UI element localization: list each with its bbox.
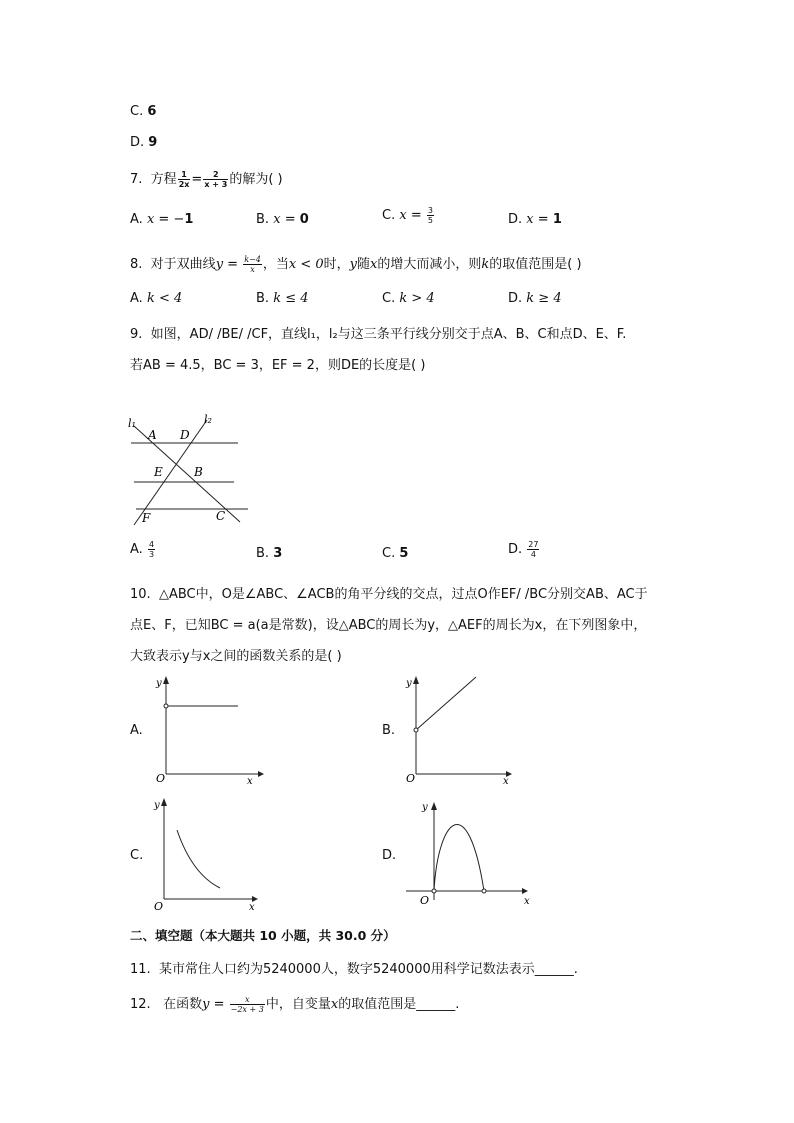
fraction-denominator: 3 [148, 550, 155, 559]
option-letter: A. [130, 291, 143, 306]
graph-curve [177, 830, 220, 888]
fraction [527, 540, 539, 559]
question-number: 8. [130, 257, 143, 272]
option-letter: C. [130, 104, 148, 119]
question-number: 11. [130, 962, 151, 977]
stem-end: . [573, 962, 578, 977]
y-arrow-icon [431, 802, 437, 810]
fraction [427, 206, 434, 225]
option-value: 1 [552, 212, 562, 227]
stem-var: y [215, 257, 224, 272]
q9-option-a [130, 540, 156, 559]
q9-option-c [382, 546, 408, 561]
origin-label: O [406, 772, 416, 785]
option-rel: = − [158, 212, 185, 227]
option-var: x [399, 208, 407, 223]
graph-curve [434, 825, 484, 891]
option-expr: k ≤ 4 [273, 291, 309, 306]
option-value: 3 [273, 546, 283, 561]
stem-text: 的解为( ) [229, 172, 283, 187]
y-label: y [156, 678, 162, 689]
answer-blank: ______ [534, 962, 574, 977]
stem-text: 方程 [150, 172, 177, 187]
fraction-denominator: x + 3 [204, 180, 228, 189]
stem-text: 随 [357, 257, 371, 272]
open-point [164, 704, 168, 708]
y-label: y [154, 800, 160, 811]
graph-d [402, 796, 538, 911]
q7-option-b [256, 212, 309, 227]
graph-a [150, 674, 270, 789]
graph-b [402, 674, 522, 789]
stem-condition: x < 0 [288, 257, 324, 272]
question-10-line2 [130, 614, 646, 633]
fraction [243, 255, 262, 274]
stem-end: . [455, 997, 460, 1012]
option-expr: k > 4 [399, 291, 435, 306]
q7-option-a [130, 212, 193, 227]
q7-option-d [508, 212, 562, 227]
graph-c [150, 796, 270, 914]
y-arrow-icon [163, 676, 169, 684]
stem-text: 大致表示y与x之间的函数关系的是( ) [130, 649, 342, 664]
stem-text: 的增大而减小，则 [377, 257, 482, 272]
fraction-numerator: 4 [148, 540, 155, 549]
question-8-stem [130, 253, 582, 274]
option-expr: k < 4 [146, 291, 183, 306]
stem-text: △ABC中，O是∠ABC、∠ACB的角平分线的交点，过点O作EF/ /BC分别交AB、AC于 [158, 587, 648, 602]
label-l1: l₁ [128, 417, 136, 430]
fraction-numerator: 3 [427, 206, 433, 215]
option-letter: C. [382, 208, 396, 223]
label-c: C [216, 509, 226, 523]
question-9-line2 [130, 354, 425, 373]
fraction [203, 170, 228, 189]
question-number: 10. [130, 587, 151, 602]
stem-var: k [481, 257, 490, 272]
option-letter: A. [130, 212, 143, 227]
option-letter: C. [382, 546, 396, 561]
option-value: 6 [147, 104, 157, 119]
stem-text: 的取值范围是 [338, 997, 417, 1012]
option-d-prev [130, 135, 157, 150]
stem-text: 如图，AD/ /BE/ /CF，直线l₁，l₂与这三条平行线分别交于点A、B、C和点D、E、F. [150, 327, 627, 342]
y-arrow-icon [413, 676, 419, 684]
fraction-numerator: k−4 [244, 255, 261, 264]
x-label: x [524, 896, 530, 907]
stem-text: 时， [323, 257, 350, 272]
label-b: B [194, 465, 203, 479]
fraction-denominator: 2x [178, 180, 190, 189]
option-rel: = [410, 208, 426, 223]
option-letter: D. [130, 135, 149, 150]
stem-var: y [349, 257, 358, 272]
section-2-title: 二、填空题（本大题共 10 小题，共 30.0 分） [130, 928, 396, 943]
option-c-prev [130, 104, 156, 119]
stem-var: y [202, 997, 210, 1012]
y-arrow-icon [161, 798, 167, 806]
question-7-stem [130, 168, 283, 189]
graph-b-letter: B. [382, 723, 396, 738]
option-letter: D. [508, 291, 523, 306]
y-label: y [422, 802, 428, 813]
graph-line [416, 677, 476, 730]
option-letter: A. [130, 542, 143, 557]
fraction-denominator: 5 [427, 216, 433, 225]
option-letter: B. [256, 291, 270, 306]
stem-text: 中，自变量 [265, 997, 331, 1012]
x-label: x [249, 902, 255, 913]
label-d: D [180, 428, 190, 442]
option-letter: D. [508, 542, 523, 557]
q8-option-d [508, 291, 562, 306]
question-10-line3 [130, 645, 342, 664]
stem-var: x [330, 997, 339, 1012]
stem-text: 点E、F，已知BC = a(a是常数)，设△ABC的周长为y，△AEF的周长为x，在下列图象中， [130, 618, 647, 633]
option-letter: B. [256, 546, 270, 561]
question-number: 7. [130, 172, 143, 187]
option-rel: = [284, 212, 300, 227]
fraction-numerator: x [230, 995, 265, 1005]
q7-option-c [382, 206, 435, 225]
open-point [414, 728, 418, 732]
answer-blank: ______ [416, 997, 456, 1012]
fraction-numerator: 1 [178, 170, 191, 180]
origin-label: O [154, 900, 164, 913]
fraction-denominator: 4 [530, 550, 536, 559]
label-e: E [154, 465, 163, 479]
option-letter: C. [382, 291, 396, 306]
stem-text: 对于双曲线 [150, 257, 216, 272]
question-12 [130, 993, 459, 1014]
y-label: y [406, 678, 412, 689]
q9-figure [126, 408, 256, 530]
equals-sign: = [223, 257, 243, 272]
option-letter: B. [256, 212, 270, 227]
fraction [178, 170, 191, 189]
x-label: x [247, 776, 253, 787]
label-f: F [142, 511, 151, 525]
option-letter: D. [508, 212, 523, 227]
origin-label: O [420, 894, 430, 907]
question-11 [130, 958, 578, 977]
equals-sign: = [191, 172, 203, 187]
stem-text: 若AB = 4.5，BC = 3，EF = 2，则DE的长度是( ) [130, 358, 426, 373]
fraction-numerator: 27 [528, 540, 539, 549]
stem-text: ，当 [262, 257, 289, 272]
x-label: x [503, 776, 509, 787]
equals-sign: = [209, 997, 229, 1012]
option-value: 9 [148, 135, 158, 150]
open-point-root [482, 889, 486, 893]
label-a: A [148, 428, 157, 442]
option-var: x [526, 212, 534, 227]
fraction-numerator: 2 [203, 170, 228, 180]
fraction [230, 995, 265, 1014]
q8-option-a [130, 291, 182, 306]
stem-var: x [370, 257, 378, 272]
fraction-denominator: x [250, 265, 255, 274]
option-var: x [146, 212, 155, 227]
x-arrow-icon [258, 771, 264, 777]
stem-text: 某市常住人口约为5240000人，数字5240000用科学记数法表示 [158, 962, 535, 977]
graph-a-letter: A. [130, 723, 143, 738]
q8-option-c [382, 291, 435, 306]
graph-d-letter: D. [382, 848, 397, 863]
q8-option-b [256, 291, 309, 306]
x-arrow-icon [522, 888, 528, 894]
option-var: x [273, 212, 281, 227]
fraction [148, 540, 155, 559]
fraction-denominator: −2x + 3 [230, 1005, 264, 1014]
option-expr: k ≥ 4 [526, 291, 562, 306]
q9-option-b [256, 546, 282, 561]
option-rel: = [537, 212, 553, 227]
question-10-line1 [130, 583, 648, 602]
q9-option-d [508, 540, 540, 559]
option-value: 1 [184, 212, 194, 227]
origin-label: O [156, 772, 166, 785]
stem-text: 的取值范围是( ) [489, 257, 582, 272]
question-9-line1 [130, 323, 626, 342]
option-value: 0 [299, 212, 309, 227]
stem-text: 在函数 [163, 997, 203, 1012]
open-point-origin [432, 889, 436, 893]
option-value: 5 [399, 546, 409, 561]
question-number: 12. [130, 997, 151, 1012]
question-number: 9. [130, 327, 143, 342]
label-l2: l₂ [204, 413, 212, 426]
graph-c-letter: C. [130, 848, 144, 863]
